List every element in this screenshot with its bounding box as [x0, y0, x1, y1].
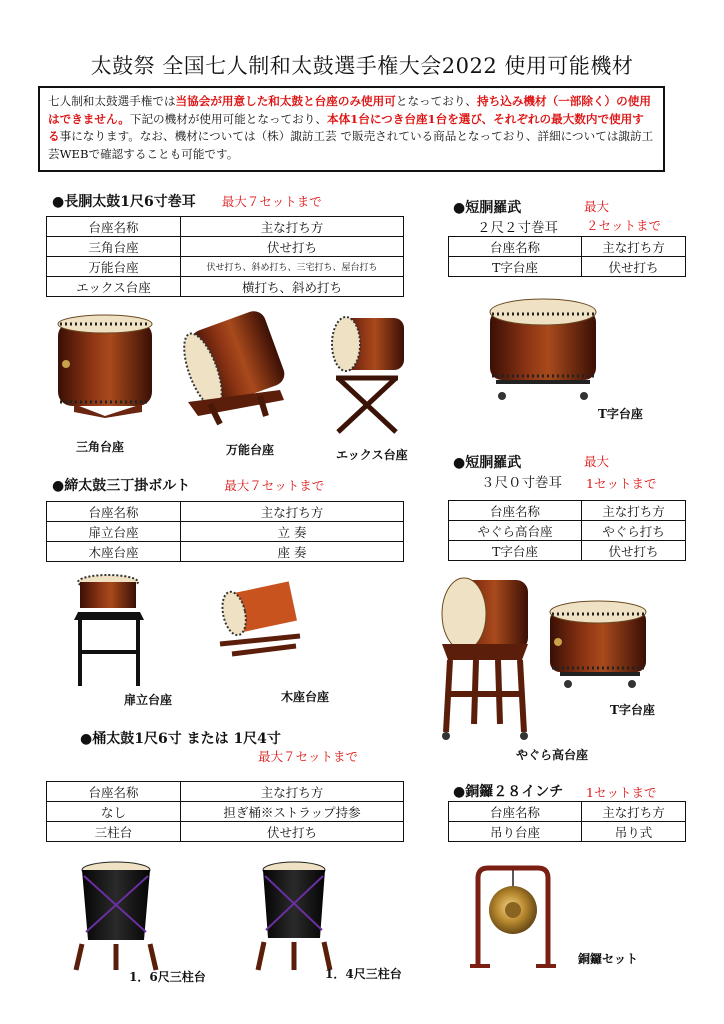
caption: T字台座 — [598, 407, 643, 421]
tando2-sub: ３尺０寸巻耳 — [481, 475, 562, 491]
tando2-t-image — [546, 598, 650, 692]
intro-highlight: 持ち込み機材（一部除く）の使用はできません。 — [48, 94, 651, 126]
stand-cell: 扉立台座 — [47, 522, 181, 542]
stand-cell: T字台座 — [449, 257, 582, 277]
intro-text: 七人制和太鼓選手権では — [48, 94, 176, 108]
style-cell: 伏せ打ち — [181, 822, 404, 842]
nagado-table — [46, 216, 404, 297]
max-sets: 1セットまで — [586, 785, 657, 800]
dora-table — [448, 801, 686, 842]
col-header: 台座名称 — [47, 502, 181, 522]
col-header: 台座名称 — [47, 782, 181, 802]
style-cell: 立 奏 — [181, 522, 404, 542]
nagado-banno-image — [180, 312, 290, 427]
tando2-table — [448, 500, 686, 561]
nagado-header — [52, 191, 322, 211]
style-cell: 伏せ打ち — [181, 237, 404, 257]
col-header: 主な打ち方 — [582, 802, 686, 822]
max-sets: 最大 — [584, 454, 610, 469]
tando1-t-image — [486, 292, 601, 404]
section-title: ●長胴太鼓1尺6寸巻耳 — [52, 194, 196, 210]
intro-text: となっており、 — [395, 94, 478, 108]
caption: 三角台座 — [76, 440, 125, 454]
col-header: 台座名称 — [449, 501, 582, 521]
style-cell: 伏せ打ち、斜め打ち、三宅打ち、屋台打ち — [181, 257, 404, 277]
col-header: 台座名称 — [449, 802, 582, 822]
col-header: 主な打ち方 — [582, 501, 686, 521]
shime-tobira-image — [70, 572, 150, 692]
nagado-sankaku-image — [52, 312, 162, 422]
caption: 1．6尺三柱台 — [129, 970, 206, 984]
dora-gong-image — [470, 864, 556, 970]
caption: 銅鑼セット — [578, 952, 639, 966]
section-title: ●締太鼓三丁掛ボルト — [52, 478, 191, 494]
shime-table — [46, 501, 404, 562]
stand-cell: エックス台座 — [47, 277, 181, 297]
style-cell: やぐら打ち — [582, 521, 686, 541]
col-header: 台座名称 — [449, 237, 582, 257]
oke-14-image — [254, 860, 334, 972]
shime-header — [52, 475, 324, 495]
stand-cell: 木座台座 — [47, 542, 181, 562]
caption: 扉立台座 — [124, 693, 173, 707]
col-header: 主な打ち方 — [582, 237, 686, 257]
style-cell: 担ぎ桶※ストラップ持参 — [181, 802, 404, 822]
intro-text: 下記の機材が使用可能となっており、 — [129, 111, 327, 126]
stand-cell: T字台座 — [449, 541, 582, 561]
tando2-yagura-image — [436, 574, 534, 742]
col-header: 主な打ち方 — [181, 502, 404, 522]
stand-cell: 万能台座 — [47, 257, 181, 277]
max-sets: 最大 — [584, 199, 610, 214]
caption: やぐら高台座 — [516, 748, 589, 762]
stand-cell: 吊り台座 — [449, 822, 582, 842]
tando1-table — [448, 236, 686, 277]
style-cell: 吊り式 — [582, 822, 686, 842]
stand-cell: やぐら高台座 — [449, 521, 582, 541]
oke-16-image — [74, 860, 160, 972]
tando1-sub: ２尺２寸巻耳 — [477, 220, 558, 236]
oke-table — [46, 781, 404, 842]
page-title: 太鼓祭 全国七人制和太鼓選手権大会2022 使用可能機材 — [90, 54, 634, 78]
col-header: 台座名称 — [47, 217, 181, 237]
col-header: 主な打ち方 — [181, 217, 404, 237]
stand-cell: 三柱台 — [47, 822, 181, 842]
nagado-x-image — [318, 312, 418, 442]
intro-highlight: 当協会が用意した和太鼓と台座のみ使用可 — [175, 94, 396, 108]
stand-cell: なし — [47, 802, 181, 822]
oke-header: ●桶太鼓1尺6寸 または 1尺4寸 — [80, 731, 281, 747]
col-header: 主な打ち方 — [181, 782, 404, 802]
caption: T字台座 — [610, 703, 655, 717]
max-sets: 最大７セットまで — [221, 194, 322, 209]
max-sets: 1セットまで — [586, 476, 657, 491]
intro-text: 事になります。なお、機材については（株）諏訪工芸 で販売されている商品となっており、詳細については諏訪工芸WEBで確認することも可能です。 — [48, 129, 654, 161]
tando1-header: ●短胴羅武 — [453, 200, 522, 216]
stand-cell: 三角台座 — [47, 237, 181, 257]
style-cell: 伏せ打ち — [582, 541, 686, 561]
style-cell: 座 奏 — [181, 542, 404, 562]
style-cell: 横打ち、斜め打ち — [181, 277, 404, 297]
caption: エックス台座 — [336, 448, 408, 462]
tando2-header: ●短胴羅武 — [453, 455, 522, 471]
caption: 1．4尺三柱台 — [325, 967, 402, 981]
caption: 木座台座 — [281, 690, 330, 704]
dora-header: ●銅鑼２８インチ — [453, 784, 564, 800]
style-cell: 伏せ打ち — [582, 257, 686, 277]
intro-highlight: 本体1台につき台座1台を選び、それぞれの最大数内で使用する — [48, 111, 644, 143]
shime-moku-image — [212, 580, 308, 662]
intro-box — [38, 86, 665, 172]
max-sets: 最大７セットまで — [258, 749, 359, 764]
max-sets: 最大７セットまで — [224, 478, 325, 493]
caption: 万能台座 — [226, 443, 275, 457]
max-sets: ２セットまで — [586, 218, 662, 233]
